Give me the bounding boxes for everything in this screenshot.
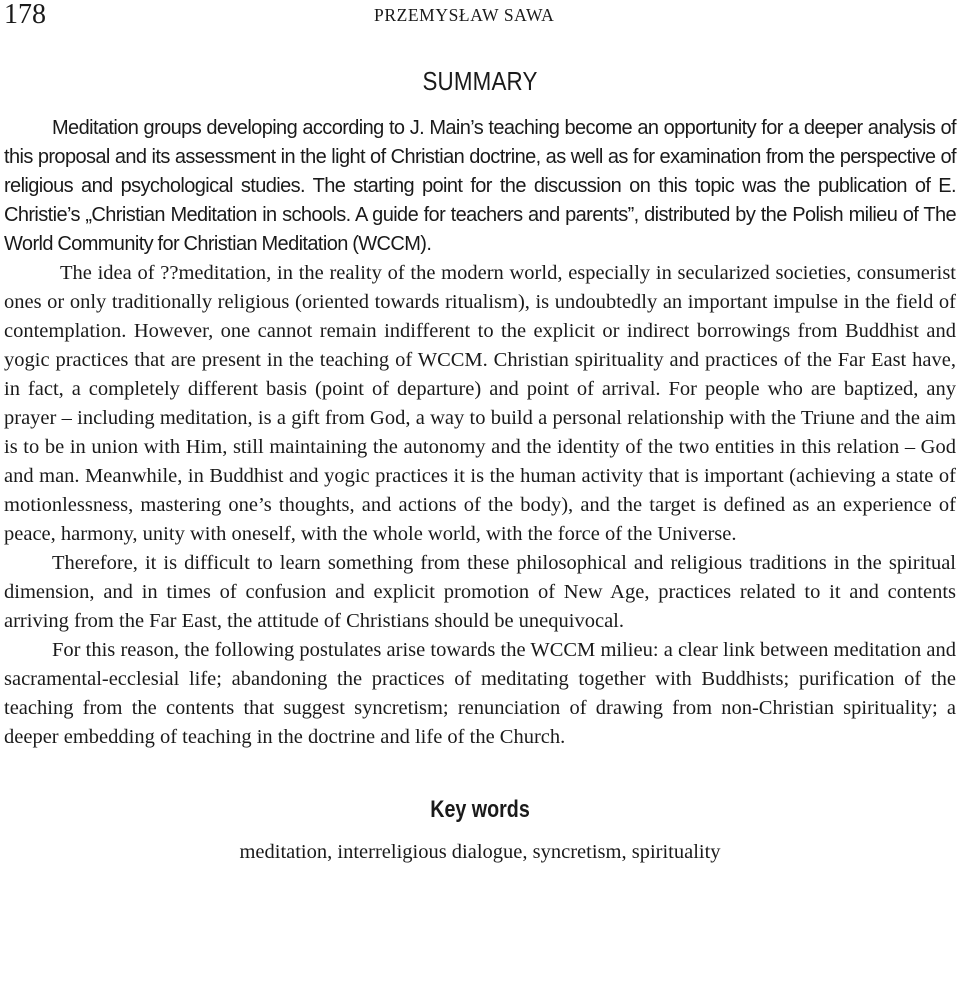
page-header (4, 0, 956, 40)
summary-paragraph-3: Therefore, it is difficult to learn something from these philosophical and religious traditions in the spiritual dimension, and in times of confusion and explicit promotion of New Age, practices related to it and contents arriving from the Far East, the attitude of Christians should be unequivocal. (4, 552, 956, 632)
page-number: 178 (4, 0, 46, 30)
summary-title: SUMMARY (422, 66, 538, 96)
summary-body (4, 114, 956, 752)
keywords-list: meditation, interreligious dialogue, syncretism, spirituality (239, 841, 721, 863)
summary-paragraph-4: For this reason, the following postulates arise towards the WCCM milieu: a clear link between meditation and sacramental-ecclesial life; abandoning the practices of meditating together with Buddhists; purification of the teaching from the contents that suggest syncretism; renunciation of drawing from non-Christian spirituality; a deeper embedding of teaching in the doctrine and life of the Church. (4, 639, 956, 748)
document-page (4, 0, 956, 866)
running-head: PRZEMYSŁAW SAWA (374, 5, 555, 25)
keywords-title: Key words (430, 796, 530, 823)
summary-paragraph-2: The idea of ??meditation, in the reality of the modern world, especially in secularized societies, consumerist ones or only traditionally religious (oriented towards ritualism), is undoubtedly an important impulse in the field of contemplation. However, one cannot remain indifferent to the explicit or indirect borrowings from Buddhist and yogic practices that are present in the teaching of WCCM. Christian spirituality and practices of the Far East have, in fact, a completely different basis (point of departure) and point of arrival. For people who are baptized, any prayer – including meditation, is a gift from God, a way to build a personal relationship with the Triune and the aim is to be in union with Him, still maintaining the autonomy and the identity of the two entities in this relation – God and man. Meanwhile, in Buddhist and yogic practices it is the human activity that is important (achieving a state of motionlessness, mastering one’s thoughts, and actions of the body), and the target is defined as an experience of peace, harmony, unity with oneself, with the whole world, with the force of the Universe. (4, 262, 956, 545)
summary-paragraph-1: Meditation groups developing according to J. Main’s teaching become an opportunity for a deeper analysis of this proposal and its assessment in the light of Christian doctrine, as well as for examination from the perspective of religious and psychological studies. The starting point for the discussion on this topic was the publication of E. Christie’s „Christian Meditation in schools. A guide for teachers and parents”, distributed by the Polish milieu of The World Community for Christian Meditation (WCCM). (4, 117, 956, 255)
